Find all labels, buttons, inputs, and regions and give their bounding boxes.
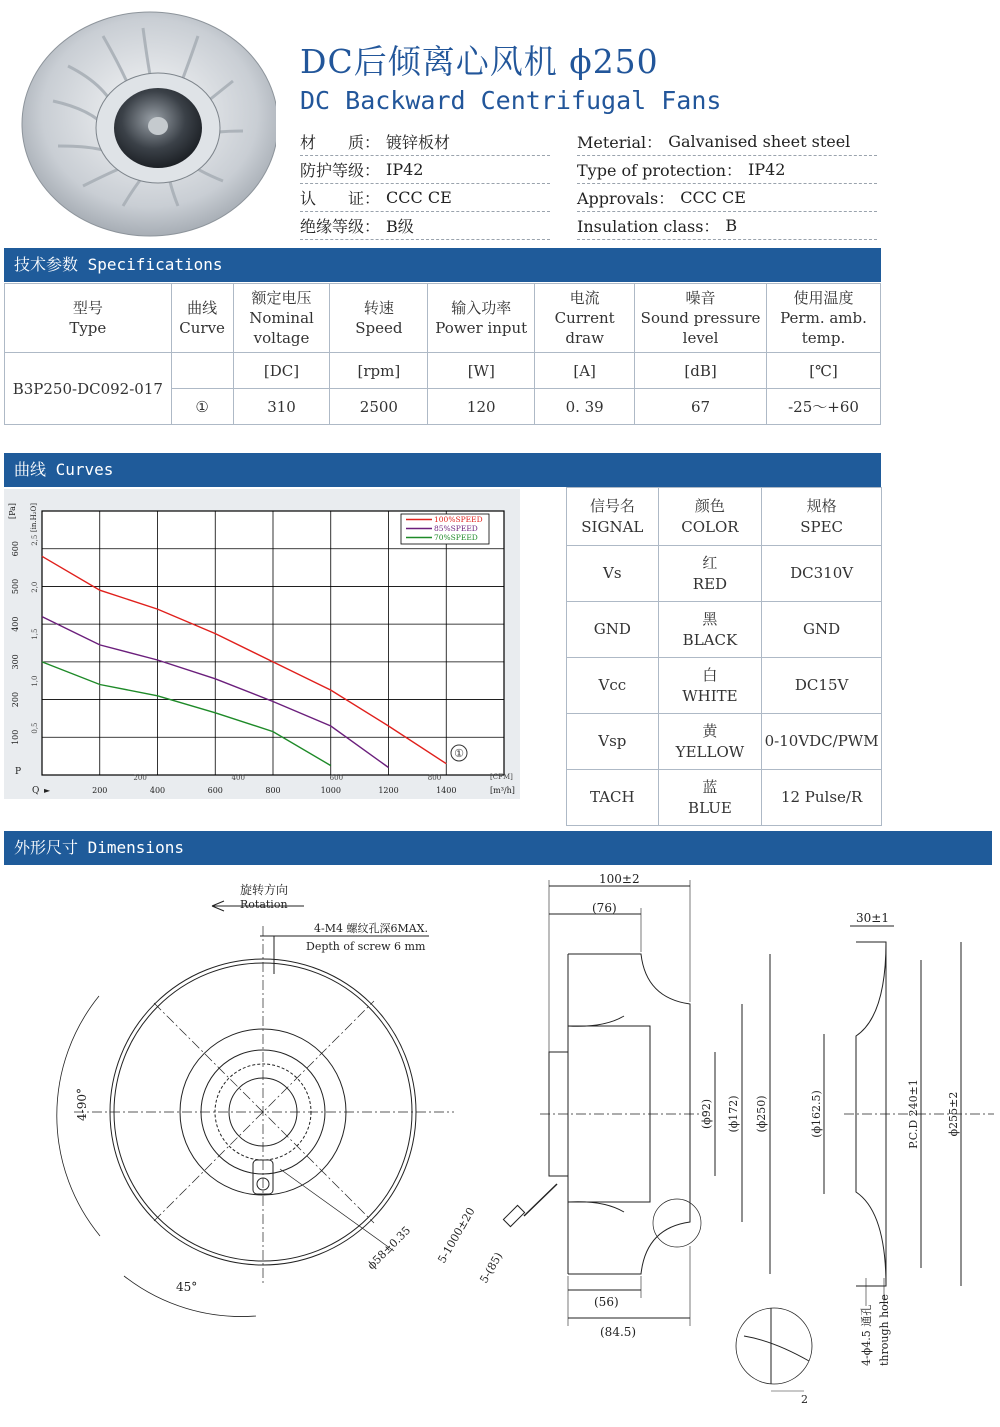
legend-entry: 100%SPEED bbox=[434, 515, 483, 524]
value-current: 0. 39 bbox=[535, 389, 635, 425]
y-tick-label: 400 bbox=[11, 616, 20, 632]
page-title-en: DC Backward Centrifugal Fans bbox=[300, 86, 722, 115]
header-curve: 曲线 Curve bbox=[171, 284, 233, 353]
property-material-cn bbox=[300, 128, 550, 156]
dim-width-76: (76) bbox=[592, 901, 617, 915]
x-axis-arrow: ► bbox=[44, 786, 51, 795]
property-label: 防护等级： bbox=[300, 161, 381, 180]
unit-current: [A] bbox=[535, 353, 635, 389]
header-voltage: 额定电压 Nominal voltage bbox=[233, 284, 330, 353]
header-current: 电流 Current draw bbox=[535, 284, 635, 353]
screw-label-cn: 4-M4 螺纹孔深6MAX. bbox=[314, 922, 429, 935]
dim-width-56: (56) bbox=[594, 1295, 619, 1309]
x-tick-label: 1000 bbox=[320, 786, 341, 795]
signal-name: Vsp bbox=[567, 714, 659, 770]
property-insulation-en bbox=[577, 212, 877, 240]
y-tick-label: 500 bbox=[11, 578, 20, 595]
property-approvals-cn bbox=[300, 184, 550, 212]
detail-dim-2: 2 bbox=[801, 1393, 808, 1406]
y-axis-unit-inh2o: [in.H₂O] bbox=[30, 503, 38, 533]
signal-table bbox=[566, 487, 882, 826]
value-temperature: -25～+60 bbox=[767, 389, 881, 425]
cable-strip-label: 5-(85) bbox=[477, 1250, 506, 1286]
phi58-label: ϕ58±0.35 bbox=[364, 1223, 414, 1273]
dim-width-845: (84.5) bbox=[600, 1325, 637, 1339]
inh2o-tick-label: 2,5 bbox=[31, 534, 39, 546]
legend-entry: 70%SPEED bbox=[434, 533, 478, 542]
y-tick-label: 300 bbox=[11, 654, 20, 670]
signal-spec: DC310V bbox=[762, 546, 882, 602]
dim-width-30: 30±1 bbox=[856, 911, 889, 925]
property-value: B级 bbox=[386, 217, 414, 236]
inh2o-tick-label: 0,5 bbox=[31, 722, 39, 734]
dim-phi162: (ϕ162.5) bbox=[810, 1090, 823, 1138]
property-material-en bbox=[577, 128, 877, 156]
cfm-tick-label: 400 bbox=[231, 774, 245, 782]
property-label: Insulation class： bbox=[577, 217, 720, 236]
signal-name: TACH bbox=[567, 770, 659, 826]
dim-phi255: ϕ255±2 bbox=[947, 1091, 960, 1137]
hole-label-cn: 4-ϕ4.5 通孔 bbox=[860, 1304, 873, 1366]
signal-spec: GND bbox=[762, 602, 882, 658]
y-axis-unit: [Pa] bbox=[8, 503, 17, 520]
header-signal: 信号名 SIGNAL bbox=[567, 488, 659, 546]
value-noise: 67 bbox=[635, 389, 767, 425]
table-row bbox=[567, 770, 882, 826]
cfm-tick-label: 600 bbox=[329, 774, 344, 782]
value-speed: 2500 bbox=[330, 389, 428, 425]
signal-spec: 0-10VDC/PWM bbox=[762, 714, 882, 770]
property-value: CCC CE bbox=[680, 188, 746, 207]
curve-marker-label: ① bbox=[454, 747, 464, 760]
signal-spec: DC15V bbox=[762, 658, 882, 714]
x-axis-unit: [m³/h] bbox=[490, 786, 515, 795]
signal-color: 白 WHITE bbox=[658, 658, 762, 714]
front-view bbox=[57, 926, 454, 1317]
model-cell: B3P250-DC092-017 bbox=[5, 353, 172, 425]
screw-label-en: Depth of screw 6 mm bbox=[306, 940, 426, 953]
inh2o-tick-label: 1,5 bbox=[31, 628, 39, 640]
property-label: 绝缘等级： bbox=[300, 217, 381, 236]
x-tick-label: 1200 bbox=[378, 786, 399, 795]
header-color: 颜色 COLOR bbox=[658, 488, 762, 546]
y-tick-label: 100 bbox=[11, 729, 20, 745]
value-curve: ① bbox=[171, 389, 233, 425]
header-temperature: 使用温度 Perm. amb. temp. bbox=[767, 284, 881, 353]
fan-product-photo bbox=[8, 6, 276, 238]
dim-phi250: (ϕ250) bbox=[755, 1095, 768, 1133]
x-tick-label: 1400 bbox=[436, 786, 457, 795]
property-label: Type of protection： bbox=[577, 161, 743, 180]
cfm-tick-label: 800 bbox=[427, 774, 442, 782]
property-protection-en bbox=[577, 156, 877, 184]
property-label: Approvals： bbox=[577, 189, 675, 208]
property-value: CCC CE bbox=[386, 188, 452, 207]
section-bar-specifications: 技术参数 Specifications bbox=[4, 248, 881, 282]
table-row bbox=[567, 658, 882, 714]
signal-name: Vs bbox=[567, 546, 659, 602]
unit-empty bbox=[171, 353, 233, 389]
rotation-label-cn: 旋转方向 bbox=[240, 883, 289, 897]
property-approvals-en bbox=[577, 184, 877, 212]
header-noise: 噪音 Sound pressure level bbox=[635, 284, 767, 353]
y-tick-label: 200 bbox=[11, 691, 20, 708]
property-protection-cn bbox=[300, 156, 550, 184]
section-bar-dimensions: 外形尺寸 Dimensions bbox=[4, 831, 992, 865]
fan-curve-chart bbox=[4, 489, 520, 799]
dim-width-100: 100±2 bbox=[599, 872, 640, 886]
x-tick-label: 800 bbox=[265, 786, 281, 795]
angle-90-label: 4-90° bbox=[75, 1088, 89, 1121]
unit-voltage: [DC] bbox=[233, 353, 330, 389]
x-tick-label: 200 bbox=[92, 786, 108, 795]
signal-color: 黄 YELLOW bbox=[658, 714, 762, 770]
dim-pcd240: P.C.D 240±1 bbox=[907, 1079, 920, 1149]
property-label: Meterial： bbox=[577, 133, 663, 152]
property-value: Galvanised sheet steel bbox=[668, 132, 851, 151]
signal-name: GND bbox=[567, 602, 659, 658]
signal-color: 红 RED bbox=[658, 546, 762, 602]
value-voltage: 310 bbox=[233, 389, 330, 425]
property-insulation-cn bbox=[300, 212, 550, 240]
cable-length-label: 5-1000±20 bbox=[435, 1205, 478, 1266]
signal-name: Vcc bbox=[567, 658, 659, 714]
value-power: 120 bbox=[428, 389, 535, 425]
dimension-drawing bbox=[4, 866, 994, 1422]
unit-temperature: [℃] bbox=[767, 353, 881, 389]
x-tick-label: 600 bbox=[207, 786, 223, 795]
legend-entry: 85%SPEED bbox=[434, 524, 478, 533]
signal-color: 黑 BLACK bbox=[658, 602, 762, 658]
property-label: 认 证： bbox=[300, 189, 381, 208]
side-view bbox=[503, 880, 812, 1391]
table-row bbox=[567, 602, 882, 658]
hole-label-en: through hole bbox=[878, 1294, 891, 1366]
header-spec: 规格 SPEC bbox=[762, 488, 882, 546]
inh2o-tick-label: 1,0 bbox=[31, 675, 39, 687]
signal-color: 蓝 BLUE bbox=[658, 770, 762, 826]
property-label: 材 质： bbox=[300, 133, 381, 152]
table-row bbox=[567, 546, 882, 602]
header-type: 型号 Type bbox=[5, 284, 172, 353]
dim-phi172: (ϕ172) bbox=[727, 1095, 740, 1133]
table-row bbox=[567, 714, 882, 770]
unit-power: [W] bbox=[428, 353, 535, 389]
property-value: 镀锌板材 bbox=[386, 133, 451, 152]
page-title-cn: DC后倾离心风机 ϕ250 bbox=[300, 42, 659, 81]
header-power: 输入功率 Power input bbox=[428, 284, 535, 353]
unit-noise: [dB] bbox=[635, 353, 767, 389]
property-value: B bbox=[725, 216, 738, 235]
chart-legend bbox=[401, 514, 489, 544]
x-axis-letter: Q bbox=[32, 786, 40, 796]
y-axis-letter: P bbox=[15, 767, 22, 777]
inh2o-tick-label: 2,0 bbox=[31, 581, 39, 593]
rotation-label-en: Rotation bbox=[240, 898, 288, 911]
unit-speed: [rpm] bbox=[330, 353, 428, 389]
angle-45-label: 45° bbox=[176, 1280, 198, 1294]
x-axis-unit-cfm: [CFM] bbox=[490, 773, 513, 781]
property-value: IP42 bbox=[748, 160, 786, 179]
signal-spec: 12 Pulse/R bbox=[762, 770, 882, 826]
header-speed: 转速 Speed bbox=[330, 284, 428, 353]
x-tick-label: 400 bbox=[149, 786, 166, 795]
section-bar-curves: 曲线 Curves bbox=[4, 453, 881, 487]
y-tick-label: 600 bbox=[11, 541, 20, 557]
dim-phi92: (ϕ92) bbox=[700, 1098, 713, 1130]
specifications-table bbox=[4, 283, 881, 425]
property-value: IP42 bbox=[386, 160, 424, 179]
cfm-tick-label: 200 bbox=[133, 774, 147, 782]
